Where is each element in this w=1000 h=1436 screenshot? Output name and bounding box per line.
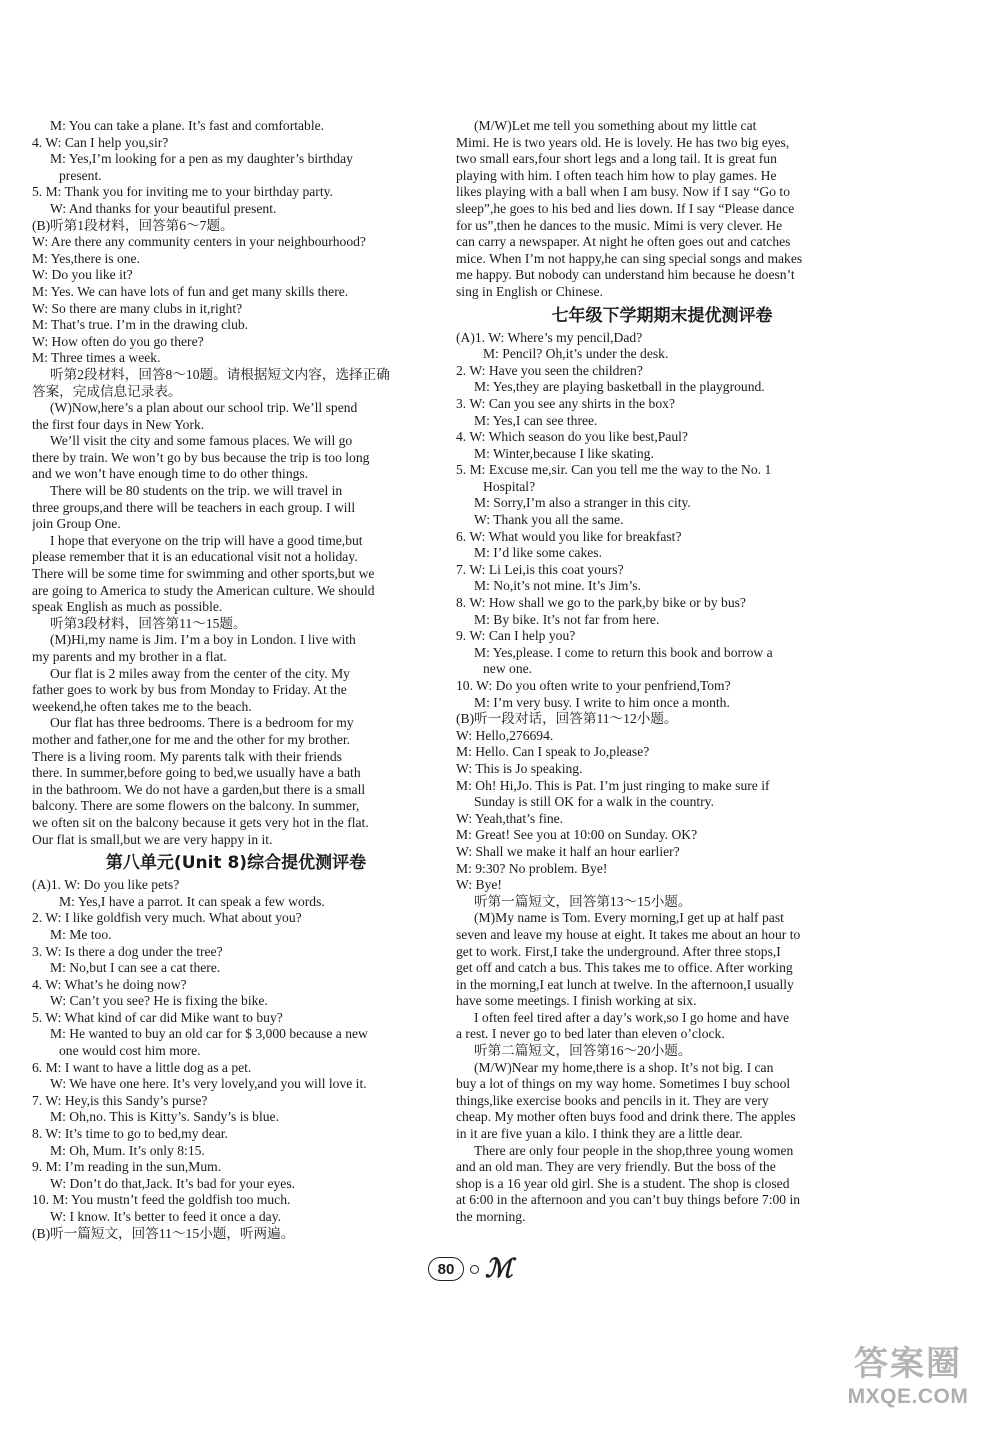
text-line: Sunday is still OK for a walk in the country. [474,794,714,810]
text-line: Hospital? [483,478,536,494]
text-line: We’ll visit the city and some famous places. We will go [50,433,353,449]
text-line: M: By bike. It’s not far from here. [474,611,660,627]
text-line: playing with him. I often teach him how to play games. He [456,167,777,183]
section-heading: 七年级下学期期末提优测评卷 [551,305,773,326]
text-line: M: I’m very busy. I write to him once a month. [474,694,730,710]
text-line: M: Great! See you at 10:00 on Sunday. OK? [456,827,698,843]
text-line: 10. W: Do you often write to your penfriend,Tom? [456,678,731,693]
text-line: 10. M: You mustn’t feed the goldfish too much. [32,1192,291,1208]
text-line: there by train. We won’t go by bus because the trip is too long [32,449,370,465]
text-line: M: Yes,I have a parrot. It can speak a few words. [59,893,325,909]
text-line: 2. W: I like goldfish very much. What about you? [32,910,302,926]
text-line: 5. W: What kind of car did Mike want to buy? [32,1009,283,1025]
text-line: seven and leave my house at eight. It takes me about an hour to [456,926,801,942]
text-line: M: Winter,because I like skating. [474,445,654,461]
text-line: W: We have one here. It’s very lovely,and you will love it. [50,1076,367,1092]
text-line: (W)Now,here’s a plan about our school trip. We’ll spend [50,400,358,416]
watermark-url: MXQE.COM [847,1385,969,1408]
text-line: M: I’d like some cakes. [474,545,602,561]
text-line: 6. W: What would you like for breakfast? [456,528,682,544]
right-column [456,118,868,1226]
watermark [838,1336,978,1409]
text-line: we often sit on the balcony because it gets very hot in the flat. [32,814,369,830]
text-line: 3. W: Is there a dog under the tree? [32,943,223,959]
text-line: M: Yes,I’m looking for a pen as my daughter’s birthday [50,151,353,167]
text-line: in the bathroom. We do not have a garden,but there is a small [32,781,366,797]
text-line: M: Hello. Can I speak to Jo,please? [456,744,650,760]
text-line: 4. W: Can I help you,sir? [32,134,169,150]
text-line: at 6:00 in the afternoon and you can’t buy things before 7:00 in [456,1192,801,1208]
text-line: sing in English or Chinese. [456,283,603,299]
text-line: Mimi. He is two years old. He is lovely. He has two big eyes, [456,134,790,150]
text-line: join Group One. [32,516,121,532]
text-line: please remember that it is an educational visit not a holiday. [32,549,358,565]
text-line: M: Oh,no. This is Kitty’s. Sandy’s is blue. [50,1109,279,1125]
text-line: have some meetings. I finish working at six. [456,993,697,1009]
text-line: M: Yes,there is one. [32,250,140,266]
text-line: 听第一篇短文，回答第13～15小题。 [474,893,692,909]
text-line: 3. W: Can you see any shirts in the box? [456,395,675,411]
text-line: (M)Hi,my name is Jim. I’m a boy in London. I live with [50,632,356,648]
text-line: (B)听一段对话，回答第11～12小题。 [456,711,678,727]
text-line: 听第3段材料，回答第11～15题。 [50,615,247,631]
text-line: M: Yes,I can see three. [474,412,598,428]
text-line: 5. M: Thank you for inviting me to your birthday party. [32,184,333,200]
text-line: M: Yes. We can have lots of fun and get many skills there. [32,283,349,299]
watermark-logo: 答案圈 [854,1344,962,1384]
text-line: weekend,he often takes me to the beach. [32,698,252,714]
text-line: There will be some time for swimming and other sports,but we [32,566,375,582]
text-line: speak English as much as possible. [32,599,223,615]
page-footer [428,1254,513,1284]
text-line: 4. W: Which season do you like best,Paul? [456,429,688,445]
text-line: (M/W)Near my home,there is a shop. It’s not big. I can [474,1059,774,1075]
text-line: new one. [483,661,533,677]
text-line: 8. W: How shall we go to the park,by bike or by bus? [456,595,746,611]
text-line: W: I know. It’s better to feed it once a day. [50,1209,282,1224]
text-line: balcony. There are some flowers on the balcony. In summer, [32,798,360,814]
section-heading: 第八单元(Unit 8)综合提优测评卷 [105,853,367,874]
text-line: (A)1. W: Where’s my pencil,Dad? [456,329,643,345]
circle-icon [470,1265,479,1274]
text-line: I often feel tired after a day’s work,so I go home and have [474,1009,790,1025]
left-column [32,118,440,1242]
text-line: W: Don’t do that,Jack. It’s bad for your eyes. [50,1175,296,1191]
text-line: cheap. My mother often buys food and drink there. The apples [456,1109,796,1125]
text-line: 4. W: What’s he doing now? [32,976,187,992]
text-line: three groups,and there will be teachers in each group. I will [32,499,356,515]
text-line: M: No,but I can see a cat there. [50,960,221,976]
text-line: for us”,then he dances to the music. Mimi is very clever. He [456,217,783,233]
text-line: the first four days in New York. [32,416,205,432]
text-line: There is a living room. My parents talk with their friends [32,748,342,764]
text-line: W: How often do you go there? [32,333,204,349]
text-line: (B)听第1段材料，回答第6～7题。 [32,217,234,233]
text-line: buy a lot of things on my way home. Sometimes I buy school [456,1076,791,1092]
text-line: a rest. I never go to bed later than eleven o’clock. [456,1026,725,1042]
text-line: 6. M: I want to have a little dog as a pet. [32,1059,252,1075]
text-line: W: This is Jo speaking. [456,760,583,776]
text-line: Our flat is 2 miles away from the center of the city. My [50,665,350,681]
text-line: M: Yes,please. I come to return this book and borrow a [474,644,773,660]
text-line: (A)1. W: Do you like pets? [32,877,180,893]
text-line: (M/W)Let me tell you something about my little cat [474,118,757,133]
text-line: the morning. [456,1209,526,1224]
text-line: get to work. First,I take the underground. After three stops,I [456,943,781,959]
text-line: 2. W: Have you seen the children? [456,362,643,378]
text-line: There will be 80 students on the trip. we will travel in [50,483,343,499]
text-line: W: Do you like it? [32,267,133,283]
text-line: 听第2段材料，回答8～10题。请根据短文内容，选择正确 [50,366,390,382]
text-line: W: Thank you all the same. [474,512,624,528]
text-line: get off and catch a bus. This takes me to office. After working [456,960,793,976]
text-line: one would cost him more. [59,1043,201,1059]
text-line: are going to America to study the American culture. We should [32,582,375,598]
text-line: likes playing with a ball when I am busy. Now if I say “Go to [456,184,790,200]
text-line: I hope that everyone on the trip will have a good time,but [50,532,363,548]
text-line: W: Are there any community centers in your neighbourhood? [32,234,366,250]
text-line: 答案，完成信息记录表。 [32,383,182,399]
text-line: W: So there are many clubs in it,right? [32,300,243,316]
text-line: father goes to work by bus from Monday to Friday. At the [32,682,347,698]
text-line: 7. W: Hey,is this Sandy’s purse? [32,1092,208,1108]
text-line: W: Shall we make it half an hour earlier? [456,843,680,859]
text-line: in it are five yuan a kilo. I think they are a little dear. [456,1126,743,1142]
text-line: 9. W: Can I help you? [456,628,576,644]
text-line: Our flat is small,but we are very happy in it. [32,831,273,847]
text-line: mice. When I’m not happy,he can sing special songs and makes [456,250,803,266]
text-line: M: Oh! Hi,Jo. This is Pat. I’m just ringing to make sure if [456,777,770,793]
text-line: 8. W: It’s time to go to bed,my dear. [32,1126,228,1142]
text-line: M: He wanted to buy an old car for $ 3,000 because a new [50,1026,368,1042]
text-line: M: Oh, Mum. It’s only 8:15. [50,1142,205,1158]
text-line: can carry a newspaper. At night he often goes out and catches [456,234,791,250]
text-line: my parents and my brother in a flat. [32,649,227,664]
text-line: 听第二篇短文，回答第16～20小题。 [474,1043,692,1059]
text-line: M: You can take a plane. It’s fast and comfortable. [50,118,325,133]
text-line: Our flat has three bedrooms. There is a bedroom for my [50,715,354,731]
text-line: 5. M: Excuse me,sir. Can you tell me the way to the No. 1 [456,462,772,478]
page-number: 80 [428,1257,464,1281]
text-line: 7. W: Li Lei,is this coat yours? [456,561,624,577]
text-line: two small ears,four short legs and a long tail. It is great fun [456,151,777,167]
text-line: (B)听一篇短文，回答11～15小题，听两遍。 [32,1225,295,1241]
text-line: W: Yeah,that’s fine. [456,810,564,826]
text-line: M: That’s true. I’m in the drawing club. [32,317,249,333]
text-line: M: Three times a week. [32,350,161,366]
text-line: W: Hello,276694. [456,727,554,743]
text-line: M: Pencil? Oh,it’s under the desk. [483,346,669,362]
text-line: things,like exercise books and pencils in it. They are very [456,1092,769,1108]
text-line: sleep”,he goes to his bed and lies down. If I say “Please dance [456,200,795,216]
text-line: M: Me too. [50,926,112,942]
text-line: and an old man. They are very friendly. But the boss of the [456,1159,776,1175]
text-line: and we won’t have enough time to do other things. [32,466,309,482]
text-line: W: Can’t you see? He is fixing the bike. [50,993,268,1009]
text-line: me happy. But nobody can understand him because he doesn’t [456,267,795,283]
text-line: mother and father,one for me and the other for my brother. [32,731,351,747]
text-line: M: No,it’s not mine. It’s Jim’s. [474,578,641,594]
text-line: present. [59,167,102,183]
text-line: (M)My name is Tom. Every morning,I get up at half past [474,910,784,926]
text-line: 9. M: I’m reading in the sun,Mum. [32,1159,222,1175]
brand-logo: ℳ [485,1254,513,1284]
text-line: in the morning,I eat lunch at twelve. In the afternoon,I usually [456,976,794,992]
text-line: there. In summer,before going to bed,we usually have a bath [32,765,361,781]
text-line: W: Bye! [456,877,502,893]
text-line: W: And thanks for your beautiful present. [50,200,277,216]
text-line: There are only four people in the shop,three young women [474,1142,794,1158]
text-line: M: Yes,they are playing basketball in the playground. [474,379,765,395]
text-line: M: 9:30? No problem. Bye! [456,860,608,876]
text-line: shop is a 16 year old girl. She is a student. The shop is closed [456,1175,790,1191]
text-line: M: Sorry,I’m also a stranger in this city. [474,495,691,511]
